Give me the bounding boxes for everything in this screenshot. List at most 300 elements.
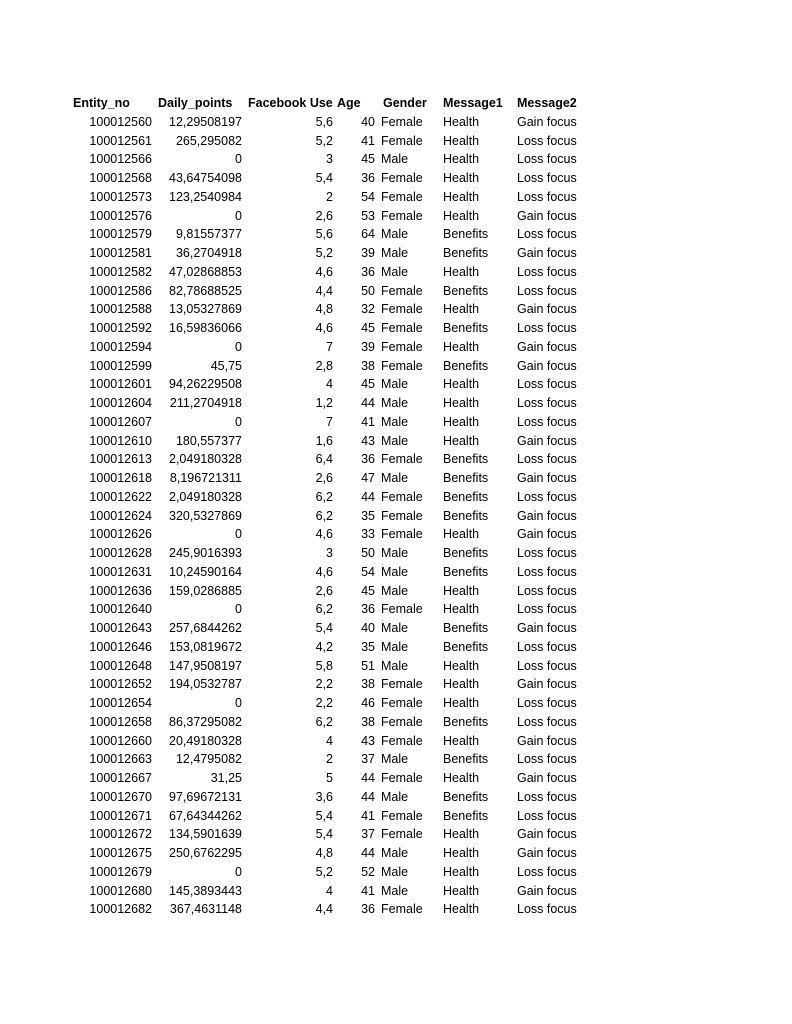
cell-daily-points: 8,196721311: [169, 471, 242, 485]
cell-age: 51: [361, 658, 375, 673]
table-row: [70, 694, 597, 713]
cell-gender: Male: [381, 846, 409, 860]
cell-entity-no: 100012566: [89, 152, 152, 167]
cell-facebook-use: 4: [326, 733, 333, 748]
cell-age: 38: [361, 677, 375, 692]
cell-facebook-use: 4,6: [315, 527, 333, 542]
cell-entity-no: 100012672: [89, 827, 152, 842]
cell-gender: Female: [381, 321, 423, 335]
cell-message1: Benefits: [443, 808, 489, 823]
cell-message1: Benefits: [443, 508, 489, 523]
cell-entity-no: 100012646: [89, 639, 152, 654]
cell-message2: Loss focus: [517, 602, 577, 617]
cell-gender: Female: [381, 208, 423, 223]
cell-facebook-use: 5,4: [315, 827, 333, 842]
cell-age: 41: [361, 883, 375, 898]
cell-facebook-use: 7: [326, 414, 333, 429]
cell-daily-points: 0: [235, 414, 242, 429]
cell-gender: Male: [381, 564, 409, 579]
cell-message1: Benefits: [443, 546, 489, 560]
cell-message1: Benefits: [443, 358, 489, 373]
cell-entity-no: 100012604: [89, 396, 152, 410]
cell-entity-no: 100012670: [89, 789, 152, 804]
cell-entity-no: 100012660: [89, 733, 152, 748]
cell-facebook-use: 4,4: [315, 902, 333, 917]
cell-facebook-use: 5,2: [315, 864, 333, 879]
cell-daily-points: 2,049180328: [169, 489, 242, 504]
cell-entity-no: 100012582: [89, 264, 152, 279]
cell-age: 40: [361, 621, 375, 635]
cell-facebook-use: 5,4: [315, 171, 333, 185]
cell-facebook-use: 5,6: [315, 227, 333, 242]
cell-gender: Female: [381, 508, 423, 523]
cell-gender: Female: [381, 808, 423, 823]
cell-facebook-use: 4,6: [315, 264, 333, 279]
cell-daily-points: 16,59836066: [169, 321, 242, 335]
header-message1: Message1: [443, 96, 503, 110]
cell-entity-no: 100012601: [89, 377, 152, 392]
cell-daily-points: 86,37295082: [169, 714, 242, 729]
table-row: [70, 750, 597, 769]
cell-age: 64: [361, 227, 375, 242]
cell-daily-points: 94,26229508: [169, 377, 242, 392]
cell-gender: Male: [381, 227, 409, 242]
cell-daily-points: 82,78688525: [169, 283, 242, 298]
cell-gender: Female: [381, 602, 423, 617]
cell-gender: Female: [381, 714, 423, 729]
cell-message1: Health: [443, 602, 480, 617]
cell-message1: Benefits: [443, 714, 489, 729]
table-row: [70, 394, 597, 413]
cell-age: 37: [361, 827, 375, 842]
cell-message1: Health: [443, 189, 480, 204]
cell-age: 36: [361, 264, 375, 279]
cell-facebook-use: 4,6: [315, 321, 333, 335]
cell-message2: Gain focus: [517, 433, 577, 448]
data-table: [70, 94, 597, 919]
cell-daily-points: 31,25: [210, 771, 242, 785]
header-message2: Message2: [517, 96, 577, 110]
cell-facebook-use: 2: [326, 189, 333, 204]
cell-message1: Health: [443, 377, 480, 392]
cell-age: 33: [361, 527, 375, 542]
table-row: [70, 450, 597, 469]
table-row: [70, 507, 597, 526]
cell-gender: Male: [381, 789, 409, 804]
cell-age: 44: [361, 771, 375, 785]
cell-message1: Health: [443, 733, 480, 748]
cell-facebook-use: 2,6: [315, 471, 333, 485]
cell-message2: Loss focus: [517, 902, 577, 917]
cell-message1: Benefits: [443, 227, 489, 242]
cell-message1: Health: [443, 864, 480, 879]
cell-daily-points: 12,29508197: [169, 114, 242, 129]
cell-facebook-use: 2: [326, 752, 333, 767]
table-row: [70, 375, 597, 394]
cell-age: 50: [361, 283, 375, 298]
cell-age: 54: [361, 564, 375, 579]
table-row: [70, 225, 597, 244]
cell-message2: Loss focus: [517, 321, 577, 335]
cell-message1: Health: [443, 902, 480, 917]
table-row: [70, 563, 597, 582]
cell-facebook-use: 5,4: [315, 808, 333, 823]
cell-entity-no: 100012618: [89, 471, 152, 485]
cell-entity-no: 100012561: [89, 133, 152, 148]
cell-daily-points: 12,4795082: [175, 752, 242, 767]
cell-daily-points: 9,81557377: [175, 227, 242, 242]
cell-age: 41: [361, 133, 375, 148]
table-row: [70, 582, 597, 601]
cell-message1: Health: [443, 696, 480, 710]
cell-facebook-use: 4,2: [315, 639, 333, 654]
table-row: [70, 844, 597, 863]
cell-daily-points: 36,2704918: [175, 246, 242, 260]
cell-facebook-use: 2,2: [315, 696, 333, 710]
cell-gender: Female: [381, 283, 423, 298]
cell-entity-no: 100012573: [89, 189, 152, 204]
cell-gender: Female: [381, 302, 423, 317]
cell-message2: Loss focus: [517, 152, 577, 167]
cell-entity-no: 100012648: [89, 658, 152, 673]
cell-facebook-use: 4: [326, 883, 333, 898]
cell-daily-points: 0: [235, 339, 242, 354]
table-row: [70, 338, 597, 357]
cell-message1: Health: [443, 208, 480, 223]
table-row: [70, 825, 597, 844]
cell-gender: Female: [381, 358, 423, 373]
cell-facebook-use: 3: [326, 546, 333, 560]
cell-age: 47: [361, 471, 375, 485]
cell-message1: Health: [443, 658, 480, 673]
cell-gender: Female: [381, 771, 423, 785]
cell-message1: Benefits: [443, 621, 489, 635]
cell-daily-points: 10,24590164: [169, 564, 242, 579]
cell-message2: Gain focus: [517, 527, 577, 542]
cell-daily-points: 67,64344262: [169, 808, 242, 823]
cell-age: 44: [361, 846, 375, 860]
cell-entity-no: 100012658: [89, 714, 152, 729]
cell-age: 53: [361, 208, 375, 223]
cell-daily-points: 13,05327869: [169, 302, 242, 317]
table-row: [70, 244, 597, 263]
cell-entity-no: 100012671: [89, 808, 152, 823]
cell-daily-points: 0: [235, 208, 242, 223]
table-row: [70, 488, 597, 507]
cell-daily-points: 2,049180328: [169, 452, 242, 467]
cell-message1: Benefits: [443, 452, 489, 467]
cell-message2: Gain focus: [517, 508, 577, 523]
cell-entity-no: 100012667: [89, 771, 152, 785]
cell-age: 36: [361, 902, 375, 917]
cell-age: 39: [361, 246, 375, 260]
cell-message1: Health: [443, 433, 480, 448]
cell-entity-no: 100012675: [89, 846, 152, 860]
cell-message1: Health: [443, 883, 480, 898]
cell-message1: Health: [443, 302, 480, 317]
cell-message1: Health: [443, 171, 480, 185]
cell-gender: Female: [381, 189, 423, 204]
cell-facebook-use: 4,4: [315, 283, 333, 298]
cell-gender: Male: [381, 883, 409, 898]
cell-message1: Health: [443, 396, 480, 410]
cell-daily-points: 134,5901639: [169, 827, 242, 842]
table-row: [70, 169, 597, 188]
cell-daily-points: 0: [235, 152, 242, 167]
cell-message1: Health: [443, 677, 480, 692]
cell-message2: Loss focus: [517, 789, 577, 804]
cell-gender: Female: [381, 527, 423, 542]
cell-gender: Male: [381, 396, 409, 410]
cell-daily-points: 245,9016393: [169, 546, 242, 560]
cell-entity-no: 100012628: [89, 546, 152, 560]
table-row: [70, 282, 597, 301]
table-row: [70, 863, 597, 882]
table-row: [70, 357, 597, 376]
cell-age: 35: [361, 639, 375, 654]
table-row: [70, 188, 597, 207]
cell-entity-no: 100012663: [89, 752, 152, 767]
cell-age: 52: [361, 864, 375, 879]
cell-daily-points: 0: [235, 864, 242, 879]
cell-message2: Loss focus: [517, 189, 577, 204]
cell-age: 38: [361, 714, 375, 729]
cell-age: 44: [361, 489, 375, 504]
cell-daily-points: 320,5327869: [169, 508, 242, 523]
cell-daily-points: 211,2704918: [169, 396, 242, 410]
cell-age: 54: [361, 189, 375, 204]
cell-daily-points: 147,9508197: [169, 658, 242, 673]
cell-message2: Loss focus: [517, 377, 577, 392]
table-row: [70, 113, 597, 132]
cell-daily-points: 159,0286885: [169, 583, 242, 598]
cell-entity-no: 100012626: [89, 527, 152, 542]
cell-message2: Gain focus: [517, 827, 577, 842]
cell-message1: Health: [443, 827, 480, 842]
cell-message1: Benefits: [443, 321, 489, 335]
cell-entity-no: 100012682: [89, 902, 152, 917]
header-daily-points: Daily_points: [158, 96, 233, 110]
cell-message2: Loss focus: [517, 283, 577, 298]
cell-daily-points: 250,6762295: [169, 846, 242, 860]
cell-entity-no: 100012581: [89, 246, 152, 260]
cell-entity-no: 100012586: [89, 283, 152, 298]
table-row: [70, 469, 597, 488]
cell-message1: Benefits: [443, 564, 489, 579]
cell-facebook-use: 4,6: [315, 564, 333, 579]
cell-message1: Health: [443, 114, 480, 129]
cell-facebook-use: 5,2: [315, 133, 333, 148]
table-row: [70, 525, 597, 544]
cell-facebook-use: 2,8: [315, 358, 333, 373]
header-entity-no: Entity_no: [73, 96, 130, 110]
cell-gender: Male: [381, 471, 409, 485]
cell-message1: Health: [443, 583, 480, 598]
cell-age: 43: [361, 733, 375, 748]
cell-gender: Female: [381, 133, 423, 148]
cell-message2: Loss focus: [517, 171, 577, 185]
table-row: [70, 413, 597, 432]
cell-message2: Loss focus: [517, 452, 577, 467]
cell-gender: Female: [381, 489, 423, 504]
table-row: [70, 657, 597, 676]
table-row: [70, 432, 597, 451]
cell-gender: Female: [381, 339, 423, 354]
table-row: [70, 675, 597, 694]
cell-message1: Health: [443, 264, 480, 279]
cell-daily-points: 20,49180328: [169, 733, 242, 748]
cell-message1: Benefits: [443, 489, 489, 504]
cell-facebook-use: 6,2: [315, 602, 333, 617]
cell-age: 46: [361, 696, 375, 710]
cell-message2: Gain focus: [517, 677, 577, 692]
cell-message2: Loss focus: [517, 658, 577, 673]
cell-facebook-use: 6,2: [315, 714, 333, 729]
cell-message2: Loss focus: [517, 227, 577, 242]
cell-age: 40: [361, 114, 375, 129]
cell-message1: Benefits: [443, 471, 489, 485]
cell-facebook-use: 5,2: [315, 246, 333, 260]
cell-facebook-use: 5,6: [315, 114, 333, 129]
cell-age: 45: [361, 377, 375, 392]
cell-message2: Gain focus: [517, 302, 577, 317]
cell-message2: Gain focus: [517, 246, 577, 260]
cell-message2: Gain focus: [517, 846, 577, 860]
cell-facebook-use: 5: [326, 771, 333, 785]
cell-daily-points: 47,02868853: [169, 264, 242, 279]
cell-entity-no: 100012622: [89, 489, 152, 504]
cell-entity-no: 100012643: [89, 621, 152, 635]
cell-facebook-use: 5,4: [315, 621, 333, 635]
cell-daily-points: 194,0532787: [169, 677, 242, 692]
cell-age: 35: [361, 508, 375, 523]
cell-daily-points: 367,4631148: [169, 902, 242, 917]
cell-entity-no: 100012652: [89, 677, 152, 692]
cell-message2: Gain focus: [517, 114, 577, 129]
cell-message2: Loss focus: [517, 489, 577, 504]
cell-message2: Gain focus: [517, 621, 577, 635]
cell-age: 38: [361, 358, 375, 373]
cell-gender: Male: [381, 546, 409, 560]
cell-message2: Gain focus: [517, 733, 577, 748]
cell-entity-no: 100012599: [89, 358, 152, 373]
cell-message2: Loss focus: [517, 264, 577, 279]
cell-facebook-use: 2,6: [315, 208, 333, 223]
cell-message2: Gain focus: [517, 771, 577, 785]
cell-daily-points: 145,3893443: [169, 883, 242, 898]
table-row: [70, 638, 597, 657]
cell-message2: Loss focus: [517, 564, 577, 579]
cell-age: 37: [361, 752, 375, 767]
cell-age: 32: [361, 302, 375, 317]
cell-entity-no: 100012679: [89, 864, 152, 879]
cell-gender: Male: [381, 621, 409, 635]
cell-message2: Loss focus: [517, 133, 577, 148]
table-row: [70, 882, 597, 901]
table-row: [70, 132, 597, 151]
cell-gender: Male: [381, 583, 409, 598]
cell-message2: Gain focus: [517, 339, 577, 354]
table-row: [70, 769, 597, 788]
cell-gender: Female: [381, 452, 423, 467]
cell-age: 44: [361, 789, 375, 804]
cell-entity-no: 100012654: [89, 696, 152, 710]
cell-gender: Female: [381, 902, 423, 917]
cell-message1: Benefits: [443, 639, 489, 654]
cell-gender: Female: [381, 171, 423, 185]
cell-daily-points: 257,6844262: [169, 621, 242, 635]
cell-daily-points: 265,295082: [175, 133, 242, 148]
cell-message2: Loss focus: [517, 546, 577, 560]
cell-facebook-use: 3: [326, 152, 333, 167]
cell-gender: Male: [381, 377, 409, 392]
table-row: [70, 807, 597, 826]
table-row: [70, 150, 597, 169]
cell-gender: Male: [381, 433, 409, 448]
cell-gender: Male: [381, 639, 409, 654]
cell-entity-no: 100012594: [89, 339, 152, 354]
cell-message2: Loss focus: [517, 752, 577, 767]
cell-daily-points: 0: [235, 602, 242, 617]
cell-entity-no: 100012640: [89, 602, 152, 617]
cell-facebook-use: 6,2: [315, 489, 333, 504]
cell-message1: Health: [443, 339, 480, 354]
header-gender: Gender: [383, 96, 427, 110]
cell-daily-points: 43,64754098: [169, 171, 242, 185]
cell-message1: Health: [443, 152, 480, 167]
cell-entity-no: 100012560: [89, 114, 152, 129]
cell-age: 36: [361, 452, 375, 467]
cell-daily-points: 180,557377: [175, 433, 242, 448]
cell-message1: Health: [443, 414, 480, 429]
cell-message2: Loss focus: [517, 414, 577, 429]
cell-gender: Male: [381, 152, 409, 167]
cell-message1: Health: [443, 846, 480, 860]
table-row: [70, 600, 597, 619]
cell-gender: Female: [381, 733, 423, 748]
cell-daily-points: 0: [235, 696, 242, 710]
table-row: [70, 544, 597, 563]
cell-age: 41: [361, 808, 375, 823]
cell-message1: Health: [443, 527, 480, 542]
cell-message2: Loss focus: [517, 864, 577, 879]
cell-facebook-use: 4,8: [315, 846, 333, 860]
header-age: Age: [337, 96, 361, 110]
cell-daily-points: 97,69672131: [169, 789, 242, 804]
cell-entity-no: 100012624: [89, 508, 152, 523]
cell-daily-points: 123,2540984: [169, 189, 242, 204]
cell-gender: Male: [381, 414, 409, 429]
cell-facebook-use: 2,2: [315, 677, 333, 692]
cell-age: 41: [361, 414, 375, 429]
table-row: [70, 713, 597, 732]
cell-message2: Loss focus: [517, 639, 577, 654]
cell-age: 45: [361, 152, 375, 167]
cell-entity-no: 100012592: [89, 321, 152, 335]
cell-age: 39: [361, 339, 375, 354]
cell-facebook-use: 2,6: [315, 583, 333, 598]
cell-facebook-use: 5,8: [315, 658, 333, 673]
cell-message2: Gain focus: [517, 883, 577, 898]
cell-gender: Female: [381, 696, 423, 710]
table-row: [70, 263, 597, 282]
cell-facebook-use: 1,2: [315, 396, 333, 410]
cell-age: 45: [361, 321, 375, 335]
cell-facebook-use: 6,2: [315, 508, 333, 523]
data-sheet: [70, 94, 597, 919]
cell-entity-no: 100012636: [89, 583, 152, 598]
cell-message2: Gain focus: [517, 358, 577, 373]
